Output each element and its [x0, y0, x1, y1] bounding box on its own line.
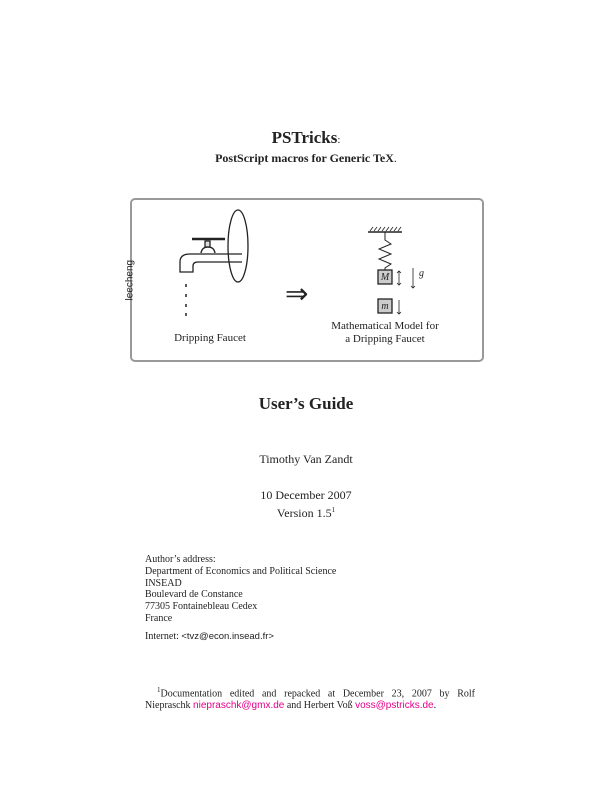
internet-label: Internet:	[145, 630, 179, 642]
footnote-text: Niepraschk	[145, 700, 191, 712]
internet-email: <tvz@econ.insead.fr>	[181, 630, 274, 642]
doc-title	[0, 128, 612, 148]
address-line: France	[145, 612, 173, 624]
faucet-icon	[180, 210, 248, 282]
address-line: INSEAD	[145, 577, 182, 589]
version-text: Version 1.5	[276, 506, 332, 520]
title-main: PSTricks	[271, 128, 338, 147]
address-heading: Author’s address:	[145, 554, 216, 565]
mass-small-label: m	[381, 301, 389, 312]
version	[0, 504, 612, 520]
side-label: leecheng	[124, 259, 136, 301]
subtitle-end: .	[393, 151, 397, 165]
email-link-voss[interactable]: voss@pstricks.de	[355, 700, 434, 712]
gravity-label: g	[419, 268, 424, 279]
author: Timothy Van Zandt	[259, 452, 353, 466]
guide-title: User’s Guide	[258, 394, 354, 413]
doc-subtitle	[0, 151, 612, 166]
mass-big-label: M	[380, 272, 390, 283]
footnote-line1: Documentation edited and repacked at December 23, 2007 by Rolf	[160, 688, 475, 700]
left-caption: Dripping Faucet	[174, 332, 246, 344]
address-line: Department of Economics and Political Science	[145, 565, 337, 577]
right-caption-line2: a Dripping Faucet	[345, 333, 425, 345]
date: 10 December 2007	[260, 488, 352, 502]
right-caption-line1: Mathematical Model for	[331, 320, 439, 332]
right-caption	[320, 320, 450, 346]
footnote-end: .	[433, 700, 437, 712]
footnote-ref: 1	[331, 506, 336, 514]
title-suffix: :	[337, 134, 341, 146]
address-line: 77305 Fontainebleau Cedex	[145, 601, 258, 613]
subtitle-text: PostScript macros for Generic TeX	[215, 151, 394, 165]
footnote-mark: 1	[157, 686, 161, 694]
footnote	[145, 684, 475, 712]
address-line: Boulevard de Constance	[145, 589, 243, 601]
footnote-text: and Herbert Voß	[286, 700, 353, 712]
implies-arrow-icon: ⇒	[285, 279, 309, 310]
author-address	[145, 554, 336, 643]
email-link-niepraschk[interactable]: niepraschk@gmx.de	[193, 700, 285, 712]
